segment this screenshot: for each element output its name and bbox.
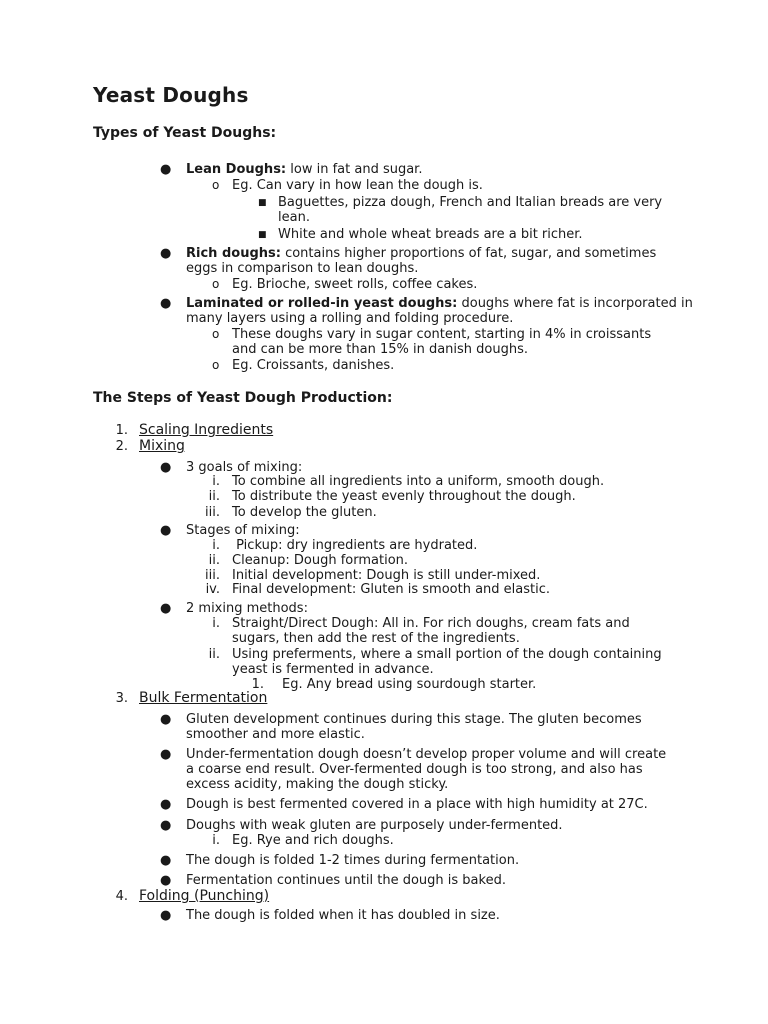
fermentation-bullet-4: Doughs with weak gluten are purposely under-fermented. [186, 818, 563, 833]
bullet-icon: ● [160, 460, 172, 475]
bullet-icon: ● [160, 246, 172, 261]
step-number: 3. [115, 691, 128, 706]
lean-doughs-text: low in fat and sugar. [286, 162, 423, 177]
mixing-stage-item: Pickup: dry ingredients are hydrated. [232, 538, 478, 553]
list-numeral: i. [212, 833, 220, 848]
list-numeral: iii. [205, 568, 220, 583]
list-numeral: 1. [251, 677, 264, 692]
bullet-icon: ● [160, 797, 172, 812]
step-number: 4. [115, 889, 128, 904]
fermentation-bullet-5: The dough is folded 1-2 times during fermentation. [186, 853, 520, 868]
laminated-doughs-item [186, 296, 693, 311]
mixing-methods-label: 2 mixing methods: [186, 601, 308, 616]
square-bullet-icon: ■ [258, 230, 267, 240]
mixing-method-1-line-1: Straight/Direct Dough: All in. For rich doughs, cream fats and [232, 616, 630, 631]
mixing-goal-item: To distribute the yeast evenly throughout the dough. [232, 489, 576, 504]
fermentation-bullet-6: Fermentation continues until the dough is baked. [186, 873, 506, 888]
fermentation-bullet-1-line-2: smoother and more elastic. [186, 727, 365, 742]
list-numeral: ii. [208, 553, 220, 568]
bullet-icon: ● [160, 523, 172, 538]
fermentation-bullet-2-line-3: excess acidity, making the dough sticky. [186, 777, 449, 792]
laminated-sub-2: Eg. Croissants, danishes. [232, 358, 395, 373]
list-numeral: i. [212, 616, 220, 631]
rich-sub-item: Eg. Brioche, sweet rolls, coffee cakes. [232, 277, 478, 292]
laminated-doughs-line-2: many layers using a rolling and folding procedure. [186, 311, 514, 326]
laminated-doughs-text: doughs where fat is incorporated in [457, 296, 693, 311]
bullet-icon: ● [160, 601, 172, 616]
types-heading: Types of Yeast Doughs: [93, 125, 277, 141]
mixing-stage-item: Initial development: Dough is still under-mixed. [232, 568, 541, 583]
mixing-goal-item: To combine all ingredients into a uniform, smooth dough. [232, 474, 605, 489]
step-scaling-ingredients: Scaling Ingredients [139, 422, 274, 438]
list-numeral: i. [212, 538, 220, 553]
bullet-icon: ● [160, 296, 172, 311]
laminated-sub-1-line-1: These doughs vary in sugar content, starting in 4% in croissants [232, 327, 652, 342]
list-numeral: ii. [208, 647, 220, 662]
rich-doughs-item [186, 246, 656, 261]
bullet-icon: ● [160, 818, 172, 833]
bullet-icon: ● [160, 712, 172, 727]
mixing-goal-item: To develop the gluten. [232, 505, 377, 520]
step-number: 1. [115, 423, 128, 438]
document-title: Yeast Doughs [93, 83, 249, 107]
rich-doughs-line-2: eggs in comparison to lean doughs. [186, 261, 419, 276]
laminated-sub-1-line-2: and can be more than 15% in danish doughs. [232, 342, 529, 357]
mixing-method-2-example: Eg. Any bread using sourdough starter. [282, 677, 537, 692]
lean-example-1-line-2: lean. [278, 210, 310, 225]
fermentation-bullet-3: Dough is best fermented covered in a place with high humidity at 27C. [186, 797, 648, 812]
list-numeral: ii. [208, 489, 220, 504]
step-folding-punching: Folding (Punching) [139, 888, 270, 904]
rich-doughs-text: contains higher proportions of fat, sugar, and sometimes [280, 246, 657, 261]
mixing-stage-item: Cleanup: Dough formation. [232, 553, 409, 568]
mixing-goals-label: 3 goals of mixing: [186, 460, 303, 475]
bullet-icon: ● [160, 853, 172, 868]
mixing-method-1-line-2: sugars, then add the rest of the ingredients. [232, 631, 520, 646]
lean-example-1-line-1: Baguettes, pizza dough, French and Italian breads are very [278, 195, 663, 210]
lean-sub-item: Eg. Can vary in how lean the dough is. [232, 178, 483, 193]
fermentation-bullet-4-example: Eg. Rye and rich doughs. [232, 833, 394, 848]
fermentation-bullet-2-line-2: a coarse end result. Over-fermented dough is too strong, and also has [186, 762, 643, 777]
step-number: 2. [115, 439, 128, 454]
mixing-method-2-line-2: yeast is fermented in advance. [232, 662, 434, 677]
fermentation-bullet-1-line-1: Gluten development continues during this stage. The gluten becomes [186, 712, 642, 727]
mixing-stage-item: Final development: Gluten is smooth and elastic. [232, 582, 551, 597]
square-bullet-icon: ■ [258, 198, 267, 208]
laminated-doughs-label: Laminated or rolled-in yeast doughs: [186, 296, 458, 311]
hollow-circle-bullet-icon: o [212, 178, 220, 192]
mixing-method-2-line-1: Using preferments, where a small portion of the dough containing [232, 647, 662, 662]
lean-doughs-item [186, 162, 422, 177]
hollow-circle-bullet-icon: o [212, 277, 220, 291]
lean-doughs-label: Lean Doughs: [186, 162, 287, 177]
list-numeral: i. [212, 474, 220, 489]
list-numeral: iv. [205, 582, 220, 597]
steps-heading: The Steps of Yeast Dough Production: [93, 390, 393, 406]
hollow-circle-bullet-icon: o [212, 327, 220, 341]
step-bulk-fermentation: Bulk Fermentation [139, 690, 268, 706]
rich-doughs-label: Rich doughs: [186, 246, 281, 261]
hollow-circle-bullet-icon: o [212, 358, 220, 372]
fermentation-bullet-2-line-1: Under-fermentation dough doesn’t develop proper volume and will create [186, 747, 667, 762]
mixing-stages-label: Stages of mixing: [186, 523, 300, 538]
bullet-icon: ● [160, 162, 172, 177]
bullet-icon: ● [160, 908, 172, 923]
bullet-icon: ● [160, 873, 172, 888]
folding-bullet-1: The dough is folded when it has doubled in size. [186, 908, 500, 923]
lean-example-2: White and whole wheat breads are a bit richer. [278, 227, 583, 242]
bullet-icon: ● [160, 747, 172, 762]
list-numeral: iii. [205, 505, 220, 520]
step-mixing: Mixing [139, 438, 185, 454]
